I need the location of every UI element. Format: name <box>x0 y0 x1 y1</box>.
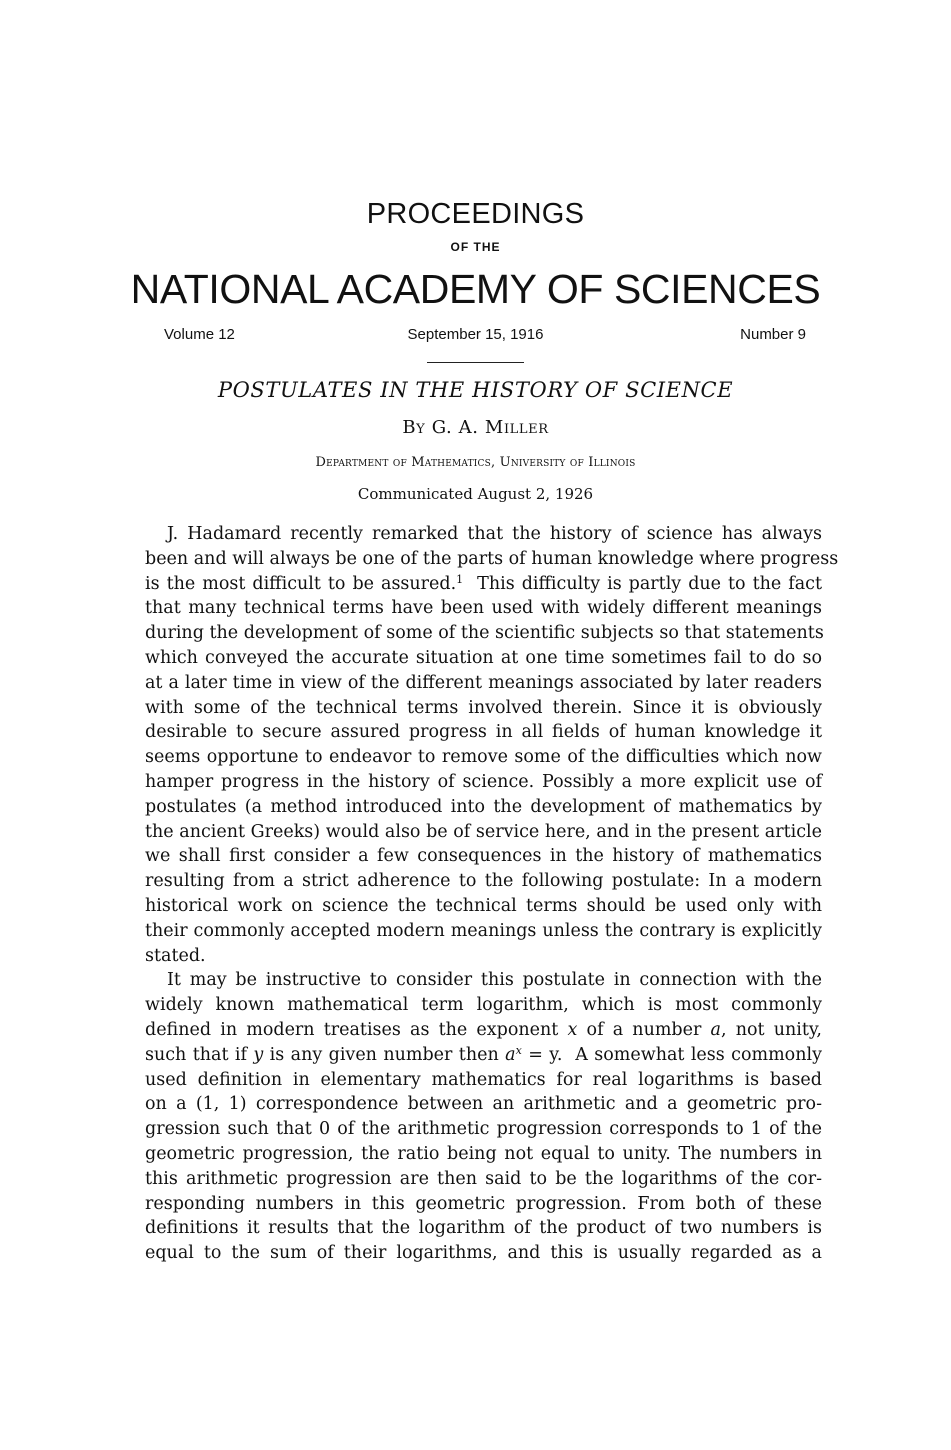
body-line: used definition in elementary mathematics for real logarithms is based <box>145 1069 822 1090</box>
article-title: POSTULATES IN THE HISTORY OF SCIENCE <box>217 378 734 402</box>
body-line: geometric progression, the ratio being not equal to unity. The numbers in <box>145 1143 822 1164</box>
body-line: their commonly accepted modern meanings unless the contrary is explicitly <box>145 920 822 941</box>
masthead-proceedings: PROCEEDINGS <box>366 198 585 230</box>
body-line: on a (1, 1) correspondence between an arithmetic and a geometric pro- <box>145 1094 822 1115</box>
body-fragment: is any given number then <box>269 1044 499 1065</box>
issue-volume: Volume 12 <box>164 326 235 343</box>
body-line: at a later time in view of the different meanings associated by later readers <box>145 672 822 693</box>
body-line <box>145 1018 822 1043</box>
body-line: J. Hadamard recently remarked that the history of science has always <box>167 524 822 544</box>
masthead-of-the: OF THE <box>450 240 501 254</box>
body-line: resulting from a strict adherence to the following postulate: In a modern <box>145 871 822 892</box>
body-fragment: of a number <box>586 1019 702 1040</box>
body-fragment: , not unity, <box>720 1019 822 1040</box>
math-variable: a <box>710 1019 721 1040</box>
article-communicated: Communicated August 2, 1926 <box>357 485 594 503</box>
issue-date: September 15, 1916 <box>407 326 544 343</box>
body-line: seems opportune to endeavor to remove some of the difficulties which now <box>145 747 822 768</box>
body-fragment: defined in modern treatises as the exponent <box>145 1019 559 1040</box>
body-line: widely known mathematical term logarithm, which is most commonly <box>145 995 822 1016</box>
body-fragment: is the most difficult to be assured. <box>145 573 457 594</box>
body-line: equal to the sum of their logarithms, and this is usually regarded as a <box>145 1243 822 1264</box>
body-line: this arithmetic progression are then said to be the logarithms of the cor- <box>145 1168 822 1189</box>
math-base: a <box>505 1044 516 1065</box>
body-line: hamper progress in the history of science. Possibly a more explicit use of <box>145 771 822 792</box>
article-affiliation: Department of Mathematics, University of Illinois <box>315 455 636 470</box>
body-line: postulates (a method introduced into the development of mathematics by <box>145 796 822 817</box>
body-line: been and will always be one of the parts of human knowledge where progress <box>145 548 839 569</box>
header-divider <box>427 362 524 363</box>
issue-number: Number 9 <box>740 326 806 343</box>
body-line: historical work on science the technical terms should be used only with <box>145 895 822 916</box>
body-fragment: such that if <box>145 1044 247 1065</box>
body-fragment: This difficulty is partly due to the fact <box>477 573 822 594</box>
body-line: which conveyed the accurate situation at one time sometimes fail to do so <box>145 647 822 668</box>
body-line: It may be instructive to consider this postulate in connection with the <box>167 970 822 991</box>
body-line <box>145 572 822 597</box>
math-variable: x <box>567 1019 578 1040</box>
body-line: the ancient Greeks) would also be of service here, and in the present article <box>145 821 822 842</box>
body-line: desirable to secure assured progress in all fields of human knowledge it <box>145 722 822 743</box>
body-line: we shall first consider a few consequences in the history of mathematics <box>145 846 822 867</box>
body-line: that many technical terms have been used with widely different meanings <box>145 598 822 619</box>
masthead-academy: NATIONAL ACADEMY OF SCIENCES <box>130 266 821 312</box>
body-line: definitions it results that the logarithm of the product of two numbers is <box>145 1218 822 1239</box>
article-byline: By G. A. Miller <box>402 417 549 438</box>
math-equals: = y. <box>521 1044 563 1065</box>
body-line: stated. <box>145 945 206 966</box>
article-body <box>145 522 839 1266</box>
body-fragment: A somewhat less commonly <box>575 1044 822 1065</box>
footnote-marker: 1 <box>456 572 464 586</box>
body-line: responding numbers in this geometric progression. From both of these <box>145 1193 822 1214</box>
body-line: gression such that 0 of the arithmetic progression corresponds to 1 of the <box>145 1119 822 1140</box>
math-variable: y <box>253 1044 264 1065</box>
body-line <box>145 1043 822 1068</box>
body-line: during the development of some of the scientific subjects so that statements <box>145 623 824 644</box>
math-expression <box>505 1045 562 1065</box>
math-exponent: x <box>515 1043 522 1057</box>
body-line: with some of the technical terms involved therein. Since it is obviously <box>145 697 822 718</box>
